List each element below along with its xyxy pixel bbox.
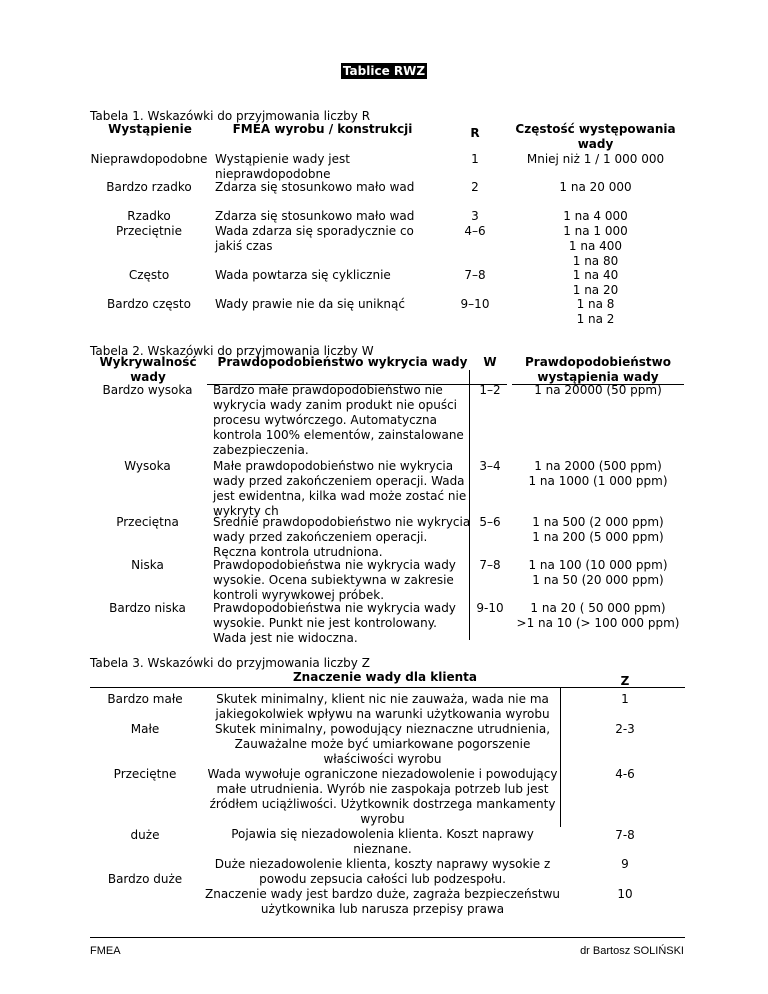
table2-row4-prob: 1 na 100 (10 000 ppm) 1 na 50 (20 000 ppm) xyxy=(528,558,668,587)
table3-row2-value: 2-3 xyxy=(615,722,635,736)
table2-row1-desc: Bardzo małe prawdopodobieństwo nie wykrycia wady zanim produkt nie opuści procesu wytwórczego. Automatyczna kontrola 100% elementów, zainstalowane zabezpieczenia. xyxy=(213,383,464,457)
footer-left: FMEA xyxy=(90,945,121,957)
table1-row4-desc: Wada powtarza się cyklicznie xyxy=(215,268,391,282)
table3-row5-desc: Duże niezadowolenie klienta, koszty naprawy wysokie z powodu zepsucia całości lub podzespołu. xyxy=(214,857,551,886)
table1-header-frequency: Częstość występowania wady xyxy=(515,122,676,151)
footer-rule xyxy=(90,937,685,938)
table1-row4-value: 7–8 xyxy=(464,268,486,282)
table2-row4-name: Niska xyxy=(131,558,164,572)
table1-row3-name: Rzadko Przeciętnie xyxy=(116,209,182,238)
page-title: Tablice RWZ xyxy=(342,64,426,78)
table3-row1-value: 1 xyxy=(621,692,629,706)
table2-row2-value: 3–4 xyxy=(479,459,501,473)
table3-caption: Tabela 3. Wskazówki do przyjmowania liczby Z xyxy=(90,656,370,670)
table3-row3-name: Przeciętne xyxy=(113,767,177,781)
table3-row3-value: 4-6 xyxy=(615,767,635,781)
table1-row4-freq: 1 na 40 1 na 20 xyxy=(572,268,619,297)
table2-row1-name: Bardzo wysoka xyxy=(102,383,193,397)
table2-row5-name: Bardzo niska xyxy=(109,601,186,615)
table1-row1-value: 1 xyxy=(471,152,479,166)
table3-row5-value: 9 xyxy=(621,857,629,871)
table2-header-detection-prob: Prawdopodobieństwo wykrycia wady xyxy=(217,355,468,369)
table3-row6-desc: Znaczenie wady jest bardzo duże, zagraża bezpieczeństwu użytkownika lub narusza przepisy prawa xyxy=(205,887,561,916)
table1-row2-value: 2 xyxy=(471,180,479,194)
table1-header-r: R xyxy=(470,126,480,140)
table2-row1-prob: 1 na 20000 (50 ppm) xyxy=(534,383,662,397)
table1-row2-desc: Zdarza się stosunkowo mało wad xyxy=(215,180,415,194)
table2-row2-desc: Małe prawdopodobieństwo nie wykrycia wady przed zakończeniem operacji. Wada jest ewidentna, kilka wad może zostać nie wykryty ch xyxy=(213,459,467,518)
table3-row2-desc: Skutek minimalny, powodujący nieznaczne utrudnienia, Zauważalne może być umiarkowane pogorszenie właściwości wyrobu xyxy=(214,722,551,766)
table1-row5-freq: 1 na 8 1 na 2 xyxy=(576,297,615,326)
table1-header-fmea: FMEA wyrobu / konstrukcji xyxy=(232,122,413,136)
table1-row3-value: 3 4–6 xyxy=(464,209,486,238)
table1-header-occurrence: Wystąpienie xyxy=(108,122,192,136)
table2-row1-value: 1–2 xyxy=(479,383,501,397)
table3-header-significance: Znaczenie wady dla klienta xyxy=(292,670,478,684)
table3-row3-desc: Wada wywołuje ograniczone niezadowolenie i powodujący małe utrudnienia. Wyrób nie zaspokaja potrzeb lub jest źródłem uciążliwości. Użytkownik dostrzega mankamenty wyrobu xyxy=(207,767,558,826)
table1-caption: Tabela 1. Wskazówki do przyjmowania liczby R xyxy=(90,109,371,123)
table3-row4-value: 7-8 xyxy=(615,828,635,842)
table1-row2-name: Bardzo rzadko xyxy=(106,180,192,194)
table2-row2-name: Wysoka xyxy=(124,459,171,473)
table2-row2-prob: 1 na 2000 (500 ppm) 1 na 1000 (1 000 ppm) xyxy=(528,459,668,488)
table3-row1-desc: Skutek minimalny, klient nic nie zauważa, wada nie ma jakiegokolwiek wpływu na warunki użytkowania wyrobu xyxy=(215,692,550,721)
table1-row3-freq: 1 na 4 000 1 na 1 000 1 na 400 1 na 80 xyxy=(563,209,628,268)
table2-row3-prob: 1 na 500 (2 000 ppm) 1 na 200 (5 000 ppm) xyxy=(532,515,664,544)
table3-header-z: Z xyxy=(620,674,630,688)
table3-row4-name: duże xyxy=(130,828,160,842)
table2-row5-desc: Prawdopodobieństwa nie wykrycia wady wysokie. Punkt nie jest kontrolowany. Wada jest nie widoczna. xyxy=(213,601,456,645)
table1-row5-desc: Wady prawie nie da się uniknąć xyxy=(215,297,405,311)
table2-row3-value: 5–6 xyxy=(479,515,501,529)
table3-row5-name: Bardzo duże xyxy=(107,872,183,886)
table1-row4-name: Często xyxy=(128,268,170,282)
table1-row1-desc: Wystąpienie wady jest nieprawdopodobne xyxy=(215,152,350,181)
table3-header-rule xyxy=(90,687,685,688)
table3-row4-desc: Pojawia się niezadowolenia klienta. Koszt naprawy nieznane. xyxy=(231,827,534,856)
table1-row1-name: Nieprawdopodobne xyxy=(90,152,208,166)
table1-row5-name: Bardzo często xyxy=(107,297,191,311)
table3-row2-name: Małe xyxy=(130,722,160,736)
table2-row3-desc: Średnie prawdopodobieństwo nie wykrycia wady przed zakończeniem operacji. Ręczna kontrola utrudniona. xyxy=(213,515,471,559)
table2-row3-name: Przeciętna xyxy=(116,515,179,529)
table1-row5-value: 9–10 xyxy=(460,297,490,311)
table1-row1-freq: Mniej niż 1 / 1 000 000 xyxy=(526,152,665,166)
table2-caption: Tabela 2. Wskazówki do przyjmowania liczby W xyxy=(90,344,374,358)
table2-header-detectability: Wykrywalność wady xyxy=(99,355,197,384)
footer-right: dr Bartosz SOLIŃSKI xyxy=(580,945,684,957)
table1-row3-desc: Zdarza się stosunkowo mało wad Wada zdarza się sporadycznie co jakiś czas xyxy=(215,209,415,253)
table2-row5-prob: 1 na 20 ( 50 000 ppm) >1 na 10 (> 100 000 ppm) xyxy=(516,601,680,630)
table3-vertical-rule xyxy=(560,687,561,827)
table2-header-occurrence-prob: Prawdopodobieństwo wystąpienia wady xyxy=(525,355,671,384)
table3-row1-name: Bardzo małe xyxy=(107,692,183,706)
table2-row4-desc: Prawdopodobieństwa nie wykrycia wady wysokie. Ocena subiektywna w zakresie kontroli wyrywkowej próbek. xyxy=(213,558,456,602)
table3-row6-value: 10 xyxy=(617,887,633,901)
table2-row4-value: 7–8 xyxy=(479,558,501,572)
table2-header-w: W xyxy=(483,355,497,369)
table2-row5-value: 9-10 xyxy=(476,601,504,615)
table1-row2-freq: 1 na 20 000 xyxy=(559,180,632,194)
